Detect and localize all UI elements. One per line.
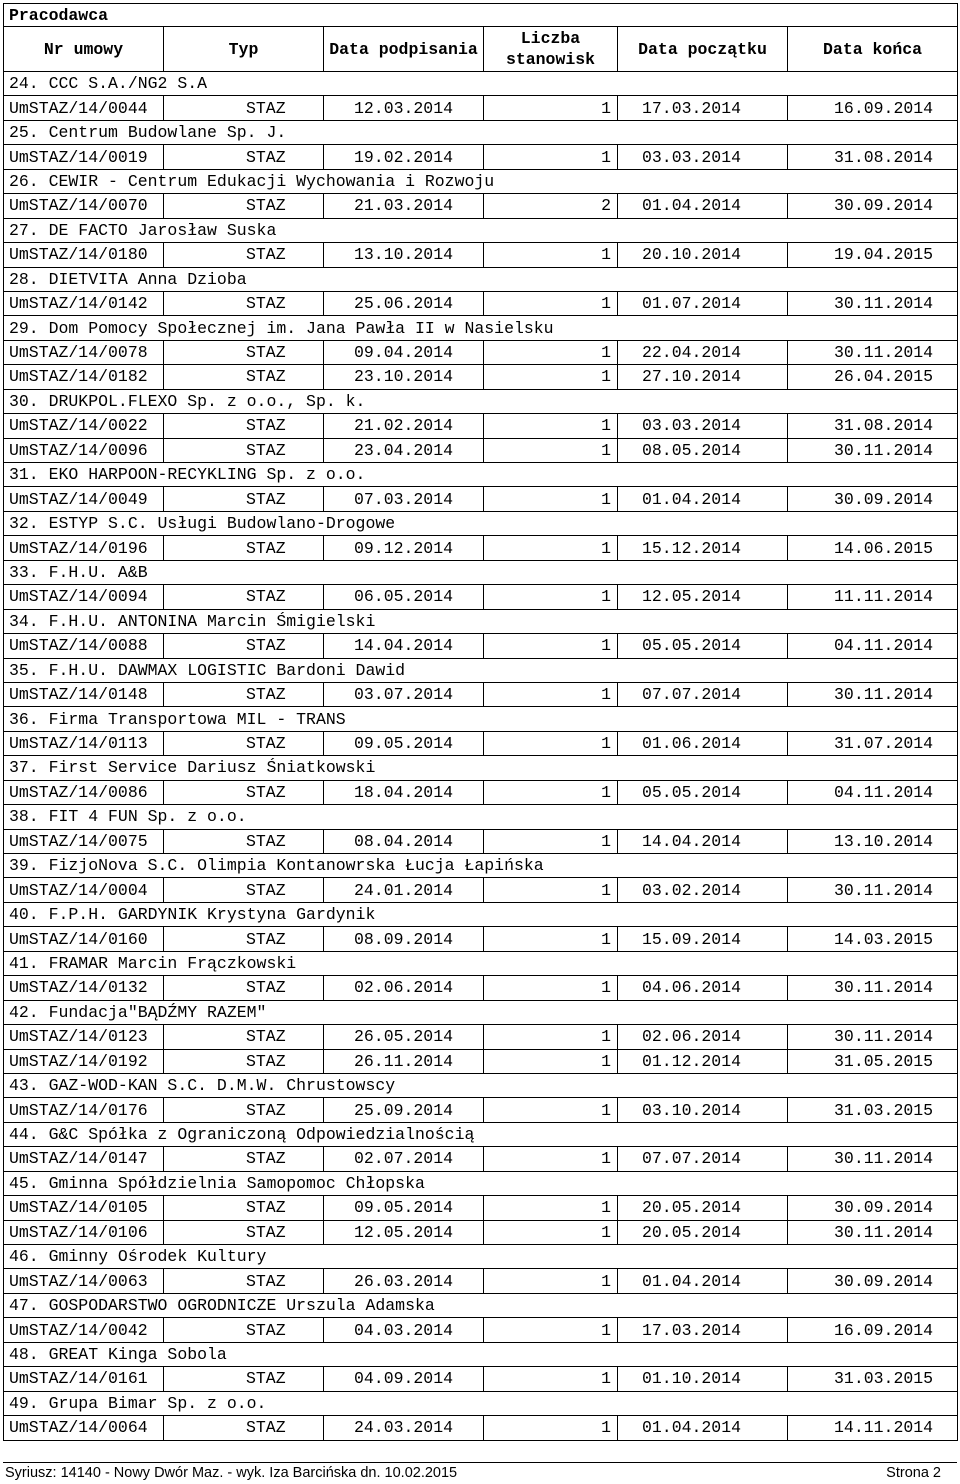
employer-name: 34. F.H.U. ANTONINA Marcin Śmigielski: [4, 609, 958, 633]
positions-count: 1: [484, 1318, 618, 1342]
contract-type: STAZ: [164, 1220, 324, 1244]
employer-name: 38. FIT 4 FUN Sp. z o.o.: [4, 805, 958, 829]
contract-number: UmSTAZ/14/0147: [4, 1147, 164, 1171]
contract-row: [4, 1098, 958, 1122]
contract-number: UmSTAZ/14/0019: [4, 145, 164, 169]
start-date: 05.05.2014: [618, 780, 788, 804]
contract-row: [4, 536, 958, 560]
start-date: 15.09.2014: [618, 927, 788, 951]
contract-number: UmSTAZ/14/0049: [4, 487, 164, 511]
col-header-start-date: Data początku: [618, 27, 788, 72]
start-date: 01.10.2014: [618, 1367, 788, 1391]
positions-count: 1: [484, 780, 618, 804]
end-date: 31.07.2014: [788, 731, 958, 755]
end-date: 31.08.2014: [788, 414, 958, 438]
start-date: 03.03.2014: [618, 145, 788, 169]
contract-type: STAZ: [164, 1269, 324, 1293]
positions-count: 1: [484, 927, 618, 951]
contract-row: [4, 291, 958, 315]
contract-number: UmSTAZ/14/0132: [4, 976, 164, 1000]
start-date: 01.06.2014: [618, 731, 788, 755]
contract-row: [4, 96, 958, 120]
col-header-contract-number: Nr umowy: [4, 27, 164, 72]
contract-number: UmSTAZ/14/0192: [4, 1049, 164, 1073]
employer-row: [4, 756, 958, 780]
contract-number: UmSTAZ/14/0044: [4, 96, 164, 120]
contract-row: [4, 780, 958, 804]
employer-name: 30. DRUKPOL.FLEXO Sp. z o.o., Sp. k.: [4, 389, 958, 413]
end-date: 30.11.2014: [788, 340, 958, 364]
signing-date: 07.03.2014: [324, 487, 484, 511]
contract-number: UmSTAZ/14/0094: [4, 585, 164, 609]
contract-number: UmSTAZ/14/0004: [4, 878, 164, 902]
employer-name: 29. Dom Pomocy Społecznej im. Jana Pawła II w Nasielsku: [4, 316, 958, 340]
contract-number: UmSTAZ/14/0123: [4, 1025, 164, 1049]
contract-number: UmSTAZ/14/0160: [4, 927, 164, 951]
contract-type: STAZ: [164, 243, 324, 267]
signing-date: 03.07.2014: [324, 682, 484, 706]
end-date: 16.09.2014: [788, 1318, 958, 1342]
positions-count: 1: [484, 1098, 618, 1122]
start-date: 01.04.2014: [618, 487, 788, 511]
employer-name: 46. Gminny Ośrodek Kultury: [4, 1245, 958, 1269]
start-date: 12.05.2014: [618, 585, 788, 609]
contract-number: UmSTAZ/14/0088: [4, 634, 164, 658]
end-date: 30.11.2014: [788, 682, 958, 706]
signing-date: 19.02.2014: [324, 145, 484, 169]
signing-date: 18.04.2014: [324, 780, 484, 804]
start-date: 07.07.2014: [618, 682, 788, 706]
contract-type: STAZ: [164, 927, 324, 951]
contract-row: [4, 194, 958, 218]
contract-number: UmSTAZ/14/0086: [4, 780, 164, 804]
signing-date: 02.06.2014: [324, 976, 484, 1000]
signing-date: 08.09.2014: [324, 927, 484, 951]
end-date: 31.03.2015: [788, 1098, 958, 1122]
end-date: 14.06.2015: [788, 536, 958, 560]
signing-date: 12.05.2014: [324, 1220, 484, 1244]
contract-type: STAZ: [164, 878, 324, 902]
end-date: 19.04.2015: [788, 243, 958, 267]
positions-count: 1: [484, 438, 618, 462]
start-date: 27.10.2014: [618, 365, 788, 389]
positions-count: 1: [484, 536, 618, 560]
section-title: Pracodawca: [4, 4, 958, 27]
positions-count: 1: [484, 1367, 618, 1391]
employer-row: [4, 1000, 958, 1024]
start-date: 05.05.2014: [618, 634, 788, 658]
positions-count: 1: [484, 243, 618, 267]
employer-row: [4, 1245, 958, 1269]
contract-type: STAZ: [164, 145, 324, 169]
signing-date: 04.03.2014: [324, 1318, 484, 1342]
employer-name: 26. CEWIR - Centrum Edukacji Wychowania i Rozwoju: [4, 169, 958, 193]
employer-name: 43. GAZ-WOD-KAN S.C. D.M.W. Chrustowscy: [4, 1073, 958, 1097]
contract-row: [4, 634, 958, 658]
start-date: 08.05.2014: [618, 438, 788, 462]
contract-type: STAZ: [164, 976, 324, 1000]
column-header-row: [4, 27, 958, 72]
end-date: 30.09.2014: [788, 1196, 958, 1220]
positions-count: 1: [484, 1147, 618, 1171]
contract-number: UmSTAZ/14/0148: [4, 682, 164, 706]
positions-count: 1: [484, 731, 618, 755]
col-header-type: Typ: [164, 27, 324, 72]
contract-type: STAZ: [164, 829, 324, 853]
contract-type: STAZ: [164, 1318, 324, 1342]
employer-row: [4, 169, 958, 193]
signing-date: 04.09.2014: [324, 1367, 484, 1391]
contract-number: UmSTAZ/14/0096: [4, 438, 164, 462]
contract-number: UmSTAZ/14/0161: [4, 1367, 164, 1391]
employer-row: [4, 316, 958, 340]
positions-count: 1: [484, 634, 618, 658]
employer-name: 32. ESTYP S.C. Usługi Budowlano-Drogowe: [4, 511, 958, 535]
col-header-positions: Liczba stanowisk: [484, 27, 618, 72]
page-number: Strona 2: [886, 1465, 941, 1481]
positions-count: 1: [484, 1025, 618, 1049]
contract-row: [4, 1269, 958, 1293]
end-date: 30.11.2014: [788, 291, 958, 315]
employer-name: 44. G&C Spółka z Ograniczoną Odpowiedzialnością: [4, 1122, 958, 1146]
signing-date: 24.01.2014: [324, 878, 484, 902]
start-date: 14.04.2014: [618, 829, 788, 853]
employer-row: [4, 72, 958, 96]
contract-type: STAZ: [164, 194, 324, 218]
contract-number: UmSTAZ/14/0042: [4, 1318, 164, 1342]
end-date: 04.11.2014: [788, 634, 958, 658]
start-date: 20.05.2014: [618, 1220, 788, 1244]
end-date: 30.09.2014: [788, 1269, 958, 1293]
employer-name: 45. Gminna Spółdzielnia Samopomoc Chłopska: [4, 1171, 958, 1195]
contract-type: STAZ: [164, 96, 324, 120]
contract-type: STAZ: [164, 634, 324, 658]
start-date: 03.10.2014: [618, 1098, 788, 1122]
contract-number: UmSTAZ/14/0064: [4, 1416, 164, 1440]
employer-name: 28. DIETVITA Anna Dzioba: [4, 267, 958, 291]
positions-count: 1: [484, 682, 618, 706]
end-date: 31.03.2015: [788, 1367, 958, 1391]
employer-name: 49. Grupa Bimar Sp. z o.o.: [4, 1391, 958, 1415]
start-date: 22.04.2014: [618, 340, 788, 364]
end-date: 31.08.2014: [788, 145, 958, 169]
contract-type: STAZ: [164, 731, 324, 755]
col-header-signing-date: Data podpisania: [324, 27, 484, 72]
contract-row: [4, 438, 958, 462]
contract-number: UmSTAZ/14/0196: [4, 536, 164, 560]
end-date: 30.09.2014: [788, 487, 958, 511]
col-header-end-date: Data końca: [788, 27, 958, 72]
employer-name: 37. First Service Dariusz Śniatkowski: [4, 756, 958, 780]
start-date: 01.04.2014: [618, 1269, 788, 1293]
employer-name: 40. F.P.H. GARDYNIK Krystyna Gardynik: [4, 902, 958, 926]
contract-row: [4, 1196, 958, 1220]
employer-row: [4, 1342, 958, 1366]
contract-type: STAZ: [164, 1098, 324, 1122]
contract-row: [4, 682, 958, 706]
employer-row: [4, 609, 958, 633]
page-footer: [3, 1462, 957, 1483]
contract-type: STAZ: [164, 1367, 324, 1391]
employer-row: [4, 902, 958, 926]
contract-number: UmSTAZ/14/0180: [4, 243, 164, 267]
contract-row: [4, 976, 958, 1000]
contract-row: [4, 365, 958, 389]
employer-row: [4, 1293, 958, 1317]
employer-row: [4, 1122, 958, 1146]
signing-date: 25.09.2014: [324, 1098, 484, 1122]
start-date: 04.06.2014: [618, 976, 788, 1000]
positions-count: 1: [484, 414, 618, 438]
contract-row: [4, 927, 958, 951]
positions-count: 1: [484, 365, 618, 389]
employer-name: 47. GOSPODARSTWO OGRODNICZE Urszula Adamska: [4, 1293, 958, 1317]
start-date: 07.07.2014: [618, 1147, 788, 1171]
contract-row: [4, 829, 958, 853]
contract-number: UmSTAZ/14/0113: [4, 731, 164, 755]
employer-name: 39. FizjoNova S.C. Olimpia Kontanowrska Łucja Łapińska: [4, 854, 958, 878]
positions-count: 1: [484, 585, 618, 609]
employer-name: 48. GREAT Kinga Sobola: [4, 1342, 958, 1366]
contract-number: UmSTAZ/14/0078: [4, 340, 164, 364]
signing-date: 26.03.2014: [324, 1269, 484, 1293]
signing-date: 08.04.2014: [324, 829, 484, 853]
end-date: 31.05.2015: [788, 1049, 958, 1073]
contract-row: [4, 1025, 958, 1049]
signing-date: 26.05.2014: [324, 1025, 484, 1049]
contract-type: STAZ: [164, 365, 324, 389]
employer-row: [4, 463, 958, 487]
contract-type: STAZ: [164, 487, 324, 511]
positions-count: 1: [484, 96, 618, 120]
employer-name: 42. Fundacja"BĄDŹMY RAZEM": [4, 1000, 958, 1024]
signing-date: 12.03.2014: [324, 96, 484, 120]
contract-type: STAZ: [164, 780, 324, 804]
contract-type: STAZ: [164, 536, 324, 560]
contract-type: STAZ: [164, 340, 324, 364]
contract-number: UmSTAZ/14/0105: [4, 1196, 164, 1220]
employer-row: [4, 1391, 958, 1415]
positions-count: 1: [484, 340, 618, 364]
signing-date: 23.10.2014: [324, 365, 484, 389]
end-date: 04.11.2014: [788, 780, 958, 804]
positions-count: 1: [484, 878, 618, 902]
start-date: 17.03.2014: [618, 1318, 788, 1342]
contract-row: [4, 145, 958, 169]
contract-row: [4, 878, 958, 902]
employer-row: [4, 267, 958, 291]
signing-date: 26.11.2014: [324, 1049, 484, 1073]
employer-name: 36. Firma Transportowa MIL - TRANS: [4, 707, 958, 731]
start-date: 15.12.2014: [618, 536, 788, 560]
start-date: 20.10.2014: [618, 243, 788, 267]
contract-type: STAZ: [164, 1416, 324, 1440]
contract-number: UmSTAZ/14/0063: [4, 1269, 164, 1293]
document-page: [3, 3, 957, 1441]
start-date: 01.07.2014: [618, 291, 788, 315]
end-date: 30.11.2014: [788, 976, 958, 1000]
contract-row: [4, 243, 958, 267]
employer-row: [4, 218, 958, 242]
positions-count: 1: [484, 1220, 618, 1244]
end-date: 30.11.2014: [788, 1025, 958, 1049]
start-date: 20.05.2014: [618, 1196, 788, 1220]
employer-row: [4, 951, 958, 975]
positions-count: 1: [484, 1269, 618, 1293]
contract-type: STAZ: [164, 1025, 324, 1049]
contract-number: UmSTAZ/14/0106: [4, 1220, 164, 1244]
end-date: 30.11.2014: [788, 1147, 958, 1171]
contract-row: [4, 585, 958, 609]
positions-count: 1: [484, 1049, 618, 1073]
table-body: [4, 72, 958, 1441]
contract-number: UmSTAZ/14/0176: [4, 1098, 164, 1122]
contract-type: STAZ: [164, 585, 324, 609]
contract-number: UmSTAZ/14/0142: [4, 291, 164, 315]
start-date: 03.02.2014: [618, 878, 788, 902]
contract-number: UmSTAZ/14/0075: [4, 829, 164, 853]
employer-row: [4, 658, 958, 682]
signing-date: 14.04.2014: [324, 634, 484, 658]
signing-date: 24.03.2014: [324, 1416, 484, 1440]
end-date: 30.11.2014: [788, 1220, 958, 1244]
signing-date: 09.05.2014: [324, 1196, 484, 1220]
employer-name: 41. FRAMAR Marcin Frączkowski: [4, 951, 958, 975]
start-date: 02.06.2014: [618, 1025, 788, 1049]
contract-row: [4, 414, 958, 438]
positions-count: 1: [484, 976, 618, 1000]
contract-row: [4, 1367, 958, 1391]
contract-type: STAZ: [164, 682, 324, 706]
start-date: 01.12.2014: [618, 1049, 788, 1073]
signing-date: 09.05.2014: [324, 731, 484, 755]
contract-row: [4, 1416, 958, 1440]
start-date: 17.03.2014: [618, 96, 788, 120]
end-date: 14.03.2015: [788, 927, 958, 951]
contract-row: [4, 1147, 958, 1171]
employer-row: [4, 560, 958, 584]
positions-count: 1: [484, 1416, 618, 1440]
employer-row: [4, 389, 958, 413]
employer-row: [4, 1073, 958, 1097]
start-date: 01.04.2014: [618, 1416, 788, 1440]
contract-type: STAZ: [164, 1049, 324, 1073]
end-date: 30.09.2014: [788, 194, 958, 218]
employer-row: [4, 120, 958, 144]
contract-row: [4, 731, 958, 755]
employer-row: [4, 854, 958, 878]
positions-count: 1: [484, 487, 618, 511]
employer-name: 25. Centrum Budowlane Sp. J.: [4, 120, 958, 144]
positions-count: 1: [484, 1196, 618, 1220]
employer-row: [4, 805, 958, 829]
signing-date: 21.03.2014: [324, 194, 484, 218]
start-date: 01.04.2014: [618, 194, 788, 218]
employer-name: 35. F.H.U. DAWMAX LOGISTIC Bardoni Dawid: [4, 658, 958, 682]
contract-type: STAZ: [164, 291, 324, 315]
positions-count: 2: [484, 194, 618, 218]
employer-row: [4, 707, 958, 731]
employer-name: 27. DE FACTO Jarosław Suska: [4, 218, 958, 242]
contract-row: [4, 1318, 958, 1342]
contract-row: [4, 1049, 958, 1073]
end-date: 14.11.2014: [788, 1416, 958, 1440]
contract-number: UmSTAZ/14/0070: [4, 194, 164, 218]
signing-date: 13.10.2014: [324, 243, 484, 267]
signing-date: 25.06.2014: [324, 291, 484, 315]
contract-row: [4, 1220, 958, 1244]
contract-row: [4, 340, 958, 364]
positions-count: 1: [484, 291, 618, 315]
contract-type: STAZ: [164, 414, 324, 438]
positions-count: 1: [484, 829, 618, 853]
signing-date: 09.04.2014: [324, 340, 484, 364]
contracts-table: [3, 3, 958, 1441]
contract-number: UmSTAZ/14/0022: [4, 414, 164, 438]
end-date: 13.10.2014: [788, 829, 958, 853]
footer-info: Syriusz: 14140 - Nowy Dwór Maz. - wyk. Iza Barcińska dn. 10.02.2015: [5, 1465, 458, 1481]
signing-date: 09.12.2014: [324, 536, 484, 560]
contract-number: UmSTAZ/14/0182: [4, 365, 164, 389]
end-date: 11.11.2014: [788, 585, 958, 609]
end-date: 26.04.2015: [788, 365, 958, 389]
start-date: 03.03.2014: [618, 414, 788, 438]
section-title-row: [4, 4, 958, 27]
end-date: 16.09.2014: [788, 96, 958, 120]
end-date: 30.11.2014: [788, 438, 958, 462]
signing-date: 02.07.2014: [324, 1147, 484, 1171]
signing-date: 06.05.2014: [324, 585, 484, 609]
contract-row: [4, 487, 958, 511]
contract-type: STAZ: [164, 1196, 324, 1220]
employer-name: 33. F.H.U. A&B: [4, 560, 958, 584]
end-date: 30.11.2014: [788, 878, 958, 902]
employer-row: [4, 511, 958, 535]
contract-type: STAZ: [164, 438, 324, 462]
positions-count: 1: [484, 145, 618, 169]
signing-date: 23.04.2014: [324, 438, 484, 462]
employer-row: [4, 1171, 958, 1195]
contract-type: STAZ: [164, 1147, 324, 1171]
employer-name: 31. EKO HARPOON-RECYKLING Sp. z o.o.: [4, 463, 958, 487]
signing-date: 21.02.2014: [324, 414, 484, 438]
employer-name: 24. CCC S.A./NG2 S.A: [4, 72, 958, 96]
